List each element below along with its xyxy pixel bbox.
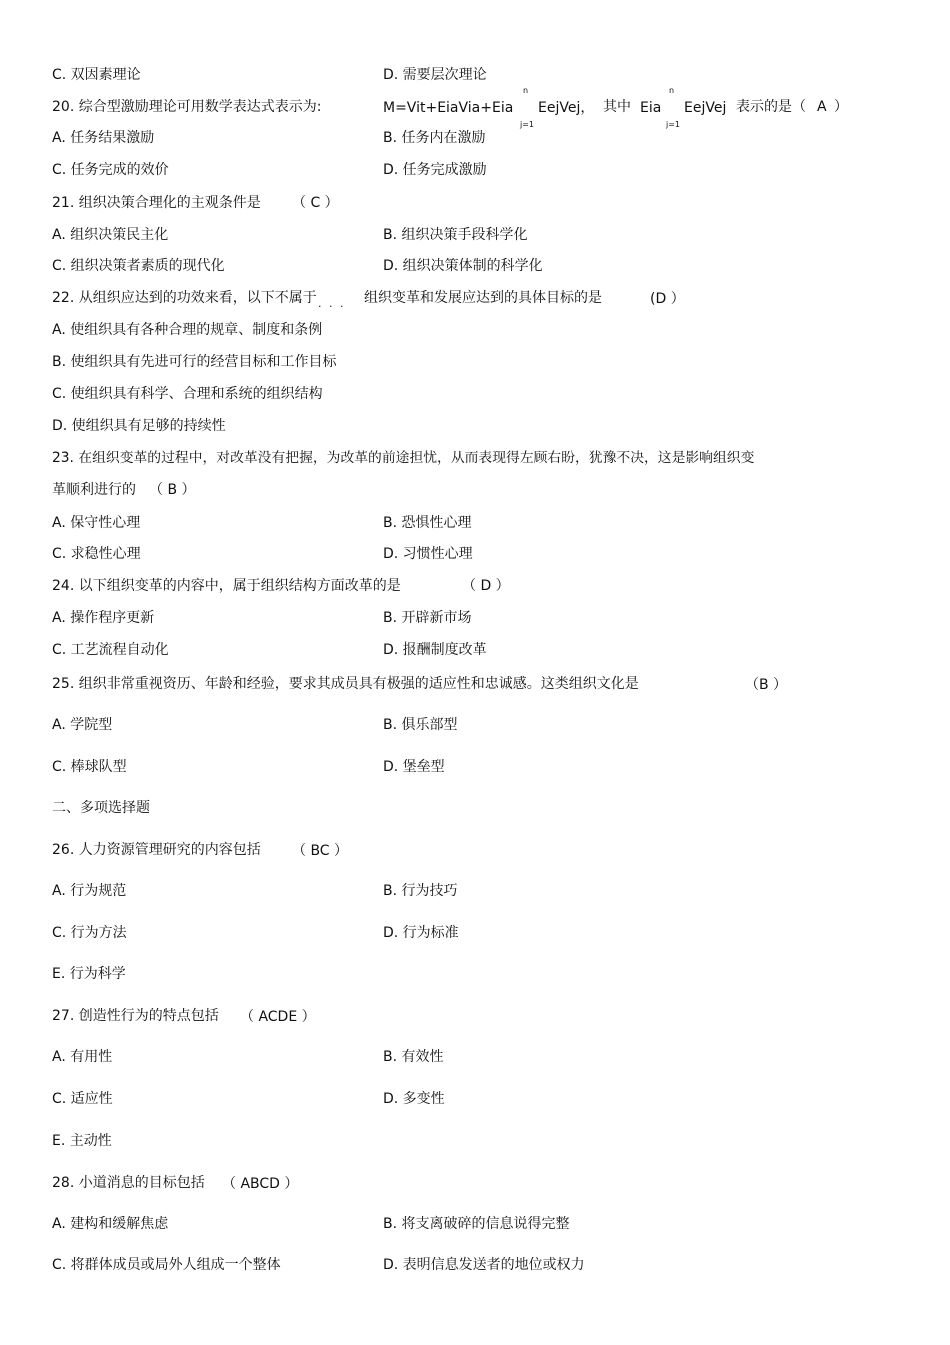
q19-option-c: C. 双因素理论 xyxy=(52,67,141,83)
q28-option-a: A. 建构和缓解焦虑 xyxy=(52,1216,169,1232)
q27-option-d: D. 多变性 xyxy=(383,1091,445,1107)
q22-option-c: C. 使组织具有科学、合理和系统的组织结构 xyxy=(52,386,323,402)
q24-option-a: A. 操作程序更新 xyxy=(52,610,155,626)
q28-option-d: D. 表明信息发送者的地位或权力 xyxy=(383,1257,585,1273)
q20-sum1-lower: j=1 xyxy=(520,120,535,129)
q20-formula-part4: EejVej xyxy=(684,100,727,116)
q27-stem: 27. 创造性行为的特点包括 xyxy=(52,1008,219,1024)
q26-option-e: E. 行为科学 xyxy=(52,966,126,982)
q21-option-d: D. 组织决策体制的科学化 xyxy=(383,258,543,274)
q24-option-b: B. 开辟新市场 xyxy=(383,610,472,626)
q20-sum2-lower: j=1 xyxy=(666,120,681,129)
q21-answer: （ C ） xyxy=(292,195,339,211)
q25-option-c: C. 棒球队型 xyxy=(52,759,127,775)
q20-formula-part2: EejVej， xyxy=(538,100,595,116)
q23-option-c: C. 求稳性心理 xyxy=(52,546,141,562)
q23-stem-line1: 23. 在组织变革的过程中，对改革没有把握，为改革的前途担忧，从而表现得左顾右盼，犹豫不决，这是影响组织变 xyxy=(52,450,755,466)
q26-option-c: C. 行为方法 xyxy=(52,925,127,941)
section-heading: 二、多项选择题 xyxy=(52,800,150,816)
q20-option-d: D. 任务完成激励 xyxy=(383,162,487,178)
q21-option-c: C. 组织决策者素质的现代化 xyxy=(52,258,225,274)
q19-option-d: D. 需要层次理论 xyxy=(383,67,487,83)
q22-option-d: D. 使组织具有足够的持续性 xyxy=(52,418,226,434)
q25-option-b: B. 俱乐部型 xyxy=(383,717,458,733)
q27-option-b: B. 有效性 xyxy=(383,1049,444,1065)
q24-option-d: D. 报酬制度改革 xyxy=(383,642,487,658)
q20-option-b: B. 任务内在激励 xyxy=(383,130,486,146)
q23-stem-line2: 革顺利进行的 xyxy=(52,482,136,498)
q20-mid-text: 其中 xyxy=(603,99,631,115)
q20-answer: A xyxy=(817,99,827,115)
q22-stem-part2: 组织变革和发展应达到的具体目标的是 xyxy=(364,290,602,306)
q25-answer: （B ） xyxy=(745,677,788,693)
q20-stem: 20. 综合型激励理论可用数学表达式表示为: xyxy=(52,99,322,115)
q21-option-b: B. 组织决策手段科学化 xyxy=(383,227,528,243)
q22-option-a: A. 使组织具有各种合理的规章、制度和条例 xyxy=(52,322,323,338)
q26-stem: 26. 人力资源管理研究的内容包括 xyxy=(52,842,261,858)
q21-stem: 21. 组织决策合理化的主观条件是 xyxy=(52,195,261,211)
q21-option-a: A. 组织决策民主化 xyxy=(52,227,169,243)
q23-option-d: D. 习惯性心理 xyxy=(383,546,473,562)
q26-option-d: D. 行为标准 xyxy=(383,925,459,941)
q22-option-b: B. 使组织具有先进可行的经营目标和工作目标 xyxy=(52,354,337,370)
q20-formula-part3: Eia xyxy=(640,100,662,116)
q20-option-c: C. 任务完成的效价 xyxy=(52,162,169,178)
q26-answer: （ BC ） xyxy=(292,843,349,859)
q23-option-a: A. 保守性心理 xyxy=(52,515,141,531)
q25-option-a: A. 学院型 xyxy=(52,717,113,733)
q25-stem: 25. 组织非常重视资历、年龄和经验，要求其成员具有极强的适应性和忠诚感。这类组织文化是 xyxy=(52,676,639,692)
q20-tail: 表示的是（ xyxy=(736,99,806,115)
q20-close-paren: ） xyxy=(834,99,848,115)
q26-option-a: A. 行为规范 xyxy=(52,883,127,899)
q22-answer: (D ） xyxy=(650,291,685,307)
q23-option-b: B. 恐惧性心理 xyxy=(383,515,472,531)
q28-option-c: C. 将群体成员或局外人组成一个整体 xyxy=(52,1257,281,1273)
q22-emphasis-dots: . . . xyxy=(318,297,346,310)
q20-sum1-upper: n xyxy=(523,86,529,95)
q20-option-a: A. 任务结果激励 xyxy=(52,130,155,146)
q24-option-c: C. 工艺流程自动化 xyxy=(52,642,169,658)
q23-answer: （ B ） xyxy=(149,482,196,498)
q28-option-b: B. 将支离破碎的信息说得完整 xyxy=(383,1216,570,1232)
q24-answer: （ D ） xyxy=(462,578,510,594)
q22-stem-part1: 22. 从组织应达到的功效来看，以下不属于 xyxy=(52,290,317,306)
q28-stem: 28. 小道消息的目标包括 xyxy=(52,1175,205,1191)
q27-answer: （ ACDE ） xyxy=(240,1009,316,1025)
q27-option-e: E. 主动性 xyxy=(52,1133,112,1149)
q20-formula-part1: M=Vit+EiaVia+Eia xyxy=(383,100,514,116)
q28-answer: （ ABCD ） xyxy=(222,1176,299,1192)
q27-option-a: A. 有用性 xyxy=(52,1049,113,1065)
q25-option-d: D. 堡垒型 xyxy=(383,759,445,775)
q27-option-c: C. 适应性 xyxy=(52,1091,113,1107)
q20-sum2-upper: n xyxy=(669,86,675,95)
q26-option-b: B. 行为技巧 xyxy=(383,883,458,899)
q24-stem: 24. 以下组织变革的内容中，属于组织结构方面改革的是 xyxy=(52,578,401,594)
